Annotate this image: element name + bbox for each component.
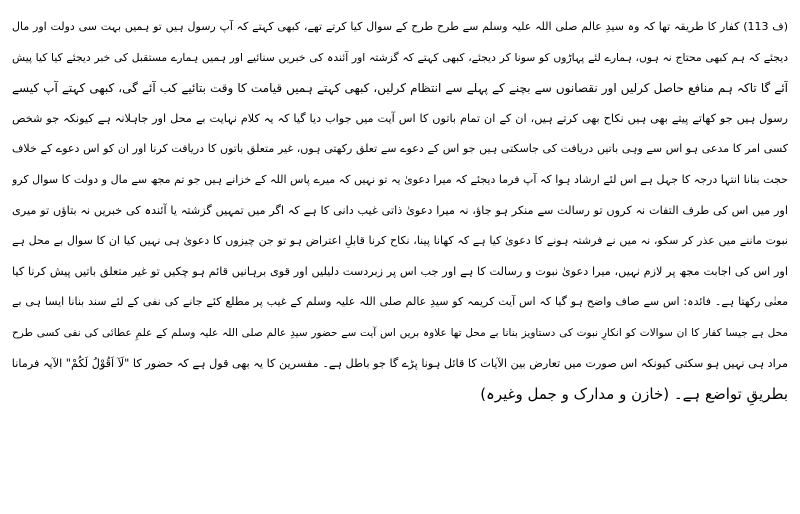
text-line: حجت بنانا انتہا درجہ کا جہل ہے اس لئے ارشاد ہوا کہ آپ فرما دیجئے کہ میرا دعویٰ یہ تو نہیں کہ میرے پاس اللہ کے خزانے ہیں جو تم مجھ سے مال و دولت کا سوال کرو	[12, 172, 788, 186]
text-line: اور اس کی اجابت مجھ پر لازم نہیں، میرا دعویٰ نبوت و رسالت کا ہے اور جب اس پر زبردست دلیلیں اور قوی برہانیں قائم ہو چکیں تو غیر متعلق باتیں پیش کرنا کیا	[12, 264, 788, 278]
text-line: (ف 113) کفار کا طریقہ تھا کہ وہ سیدِ عالم صلی اللہ علیہ وسلم سے طرح طرح کے سوال کیا کرتے تھے، کبھی کہتے کہ آپ رسول ہیں تو ہمیں بہت سی دولت اور مال	[12, 20, 788, 33]
text-line: دیجئے کہ ہم کبھی محتاج نہ ہوں، ہمارے لئے پہاڑوں کو سونا کر دیجئے، کبھی کہتے کہ گزشتہ اور آئندہ کی خبریں سنائیے اور ہمیں ہمارے مستقبل کی خبر دیجئے کیا کیا پیش	[12, 50, 788, 64]
text-line: آئے گا تاکہ ہم منافع حاصل کرلیں اور نقصانوں سے بچنے کے پہلے سے انتظام کرلیں، کبھی کہتے ہمیں قیامت کا وقت بتائیے کب آئے گی، کبھی کہتے آپ کیسے	[12, 81, 788, 96]
text-line: رسول ہیں جو کھاتے پیتے بھی ہیں نکاح بھی کرتے ہیں، ان کے ان تمام باتوں کا اس آیت میں جواب دیا گیا کہ یہ کلام نہایت بے محل اور جاہلانہ ہے کیونکہ جو شخص	[12, 111, 788, 125]
text-line: مراد ہی نہیں ہو سکتی کیونکہ اس صورت میں تعارض بین الآیات کا قائل ہونا پڑے گا جو باطل ہے۔ مفسرین کا یہ بھی قول ہے کہ حضور کا "لَآ اَقُوْلُ لَکُمْ" الآیہ فرمانا	[12, 356, 788, 370]
text-line: نبوت ماننے میں عذر کر سکو، نہ میں نے فرشتہ ہونے کا دعویٰ کیا ہے کہ کھانا پینا، نکاح کرنا قابلِ اعتراض ہو تو جن چیزوں کا دعویٰ ہی نہیں کیا ان کا سوال بے محل ہے	[12, 234, 788, 248]
text-line: محل ہے جیسا کفار کا ان سوالات کو انکارِ نبوت کی دستاویز بنانا بے محل تھا علاوہ بریں اس آیت سے حضور سیدِ عالم صلی اللہ علیہ وسلم کے علمِ عطائی کی نفی کسی طرح	[12, 326, 788, 339]
text-line-closing-reference: بطریقِ تواضع ہے۔ (خازن و مدارک و جمل وغیرہ)	[480, 385, 788, 404]
text-line: اور میں اس کی طرف التفات نہ کروں تو رسالت سے منکر ہو جاؤ، نہ میرا دعویٰ ذاتی غیب دانی کا ہے کہ اگر میں تمہیں گزشتہ یا آئندہ کی خبریں نہ بتاؤں تو میری	[12, 203, 788, 217]
text-line: معنٰی رکھتا ہے۔ فائدہ: اس سے صاف واضح ہو گیا کہ اس آیت کریمہ کو سیدِ عالم صلی اللہ علیہ وسلم کے غیب پر مطلع کئے جانے کی نفی کے لئے سند بنانا ایسا ہی بے	[12, 295, 788, 309]
text-line: کسی امر کا مدعی ہو اس سے وہی باتیں دریافت کی جاسکتی ہیں جو اس کے دعوے سے تعلق رکھتی ہوں، غیر متعلق باتوں کا دریافت کرنا اور ان کو اس دعوے کے خلاف	[12, 142, 788, 156]
